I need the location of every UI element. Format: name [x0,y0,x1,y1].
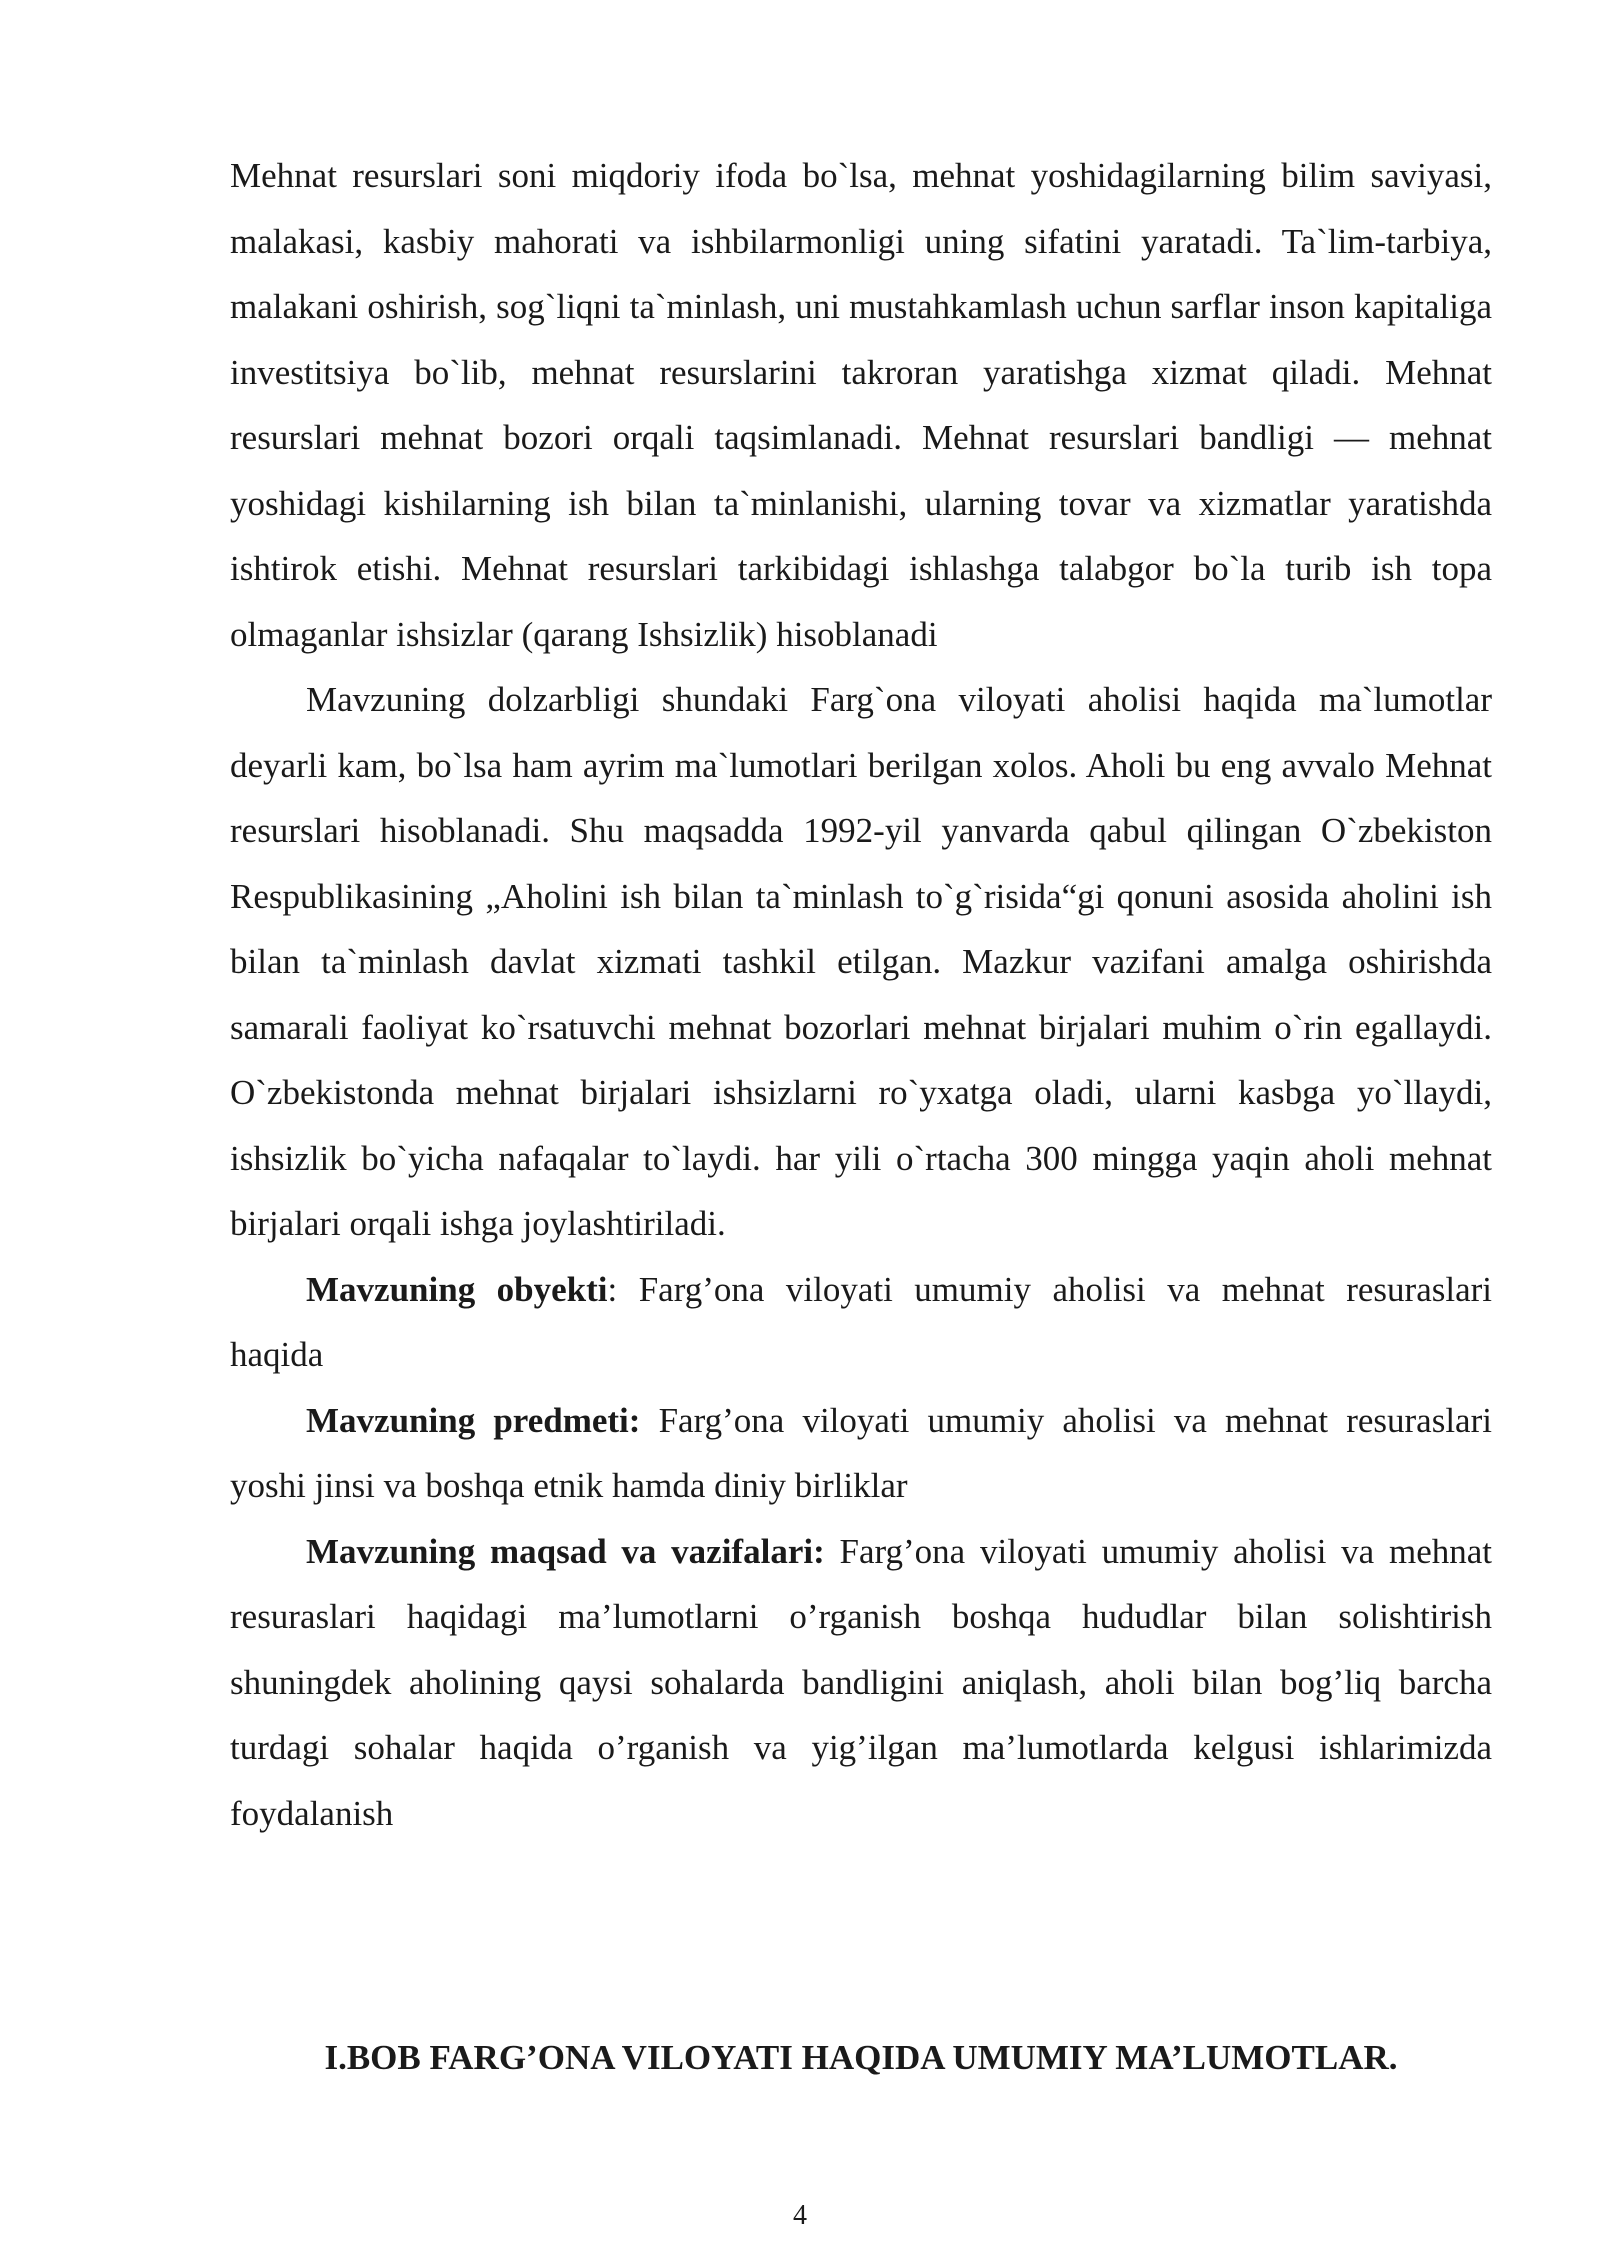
goals-label: Mavzuning maqsad va vazifalari: [306,1531,825,1571]
object-label: Mavzuning obyekti [306,1269,608,1309]
subject-text: Farg’ona viloyati umumiy aholisi va mehnat resuraslari yoshi jinsi va boshqa etnik hamda diniy birliklar [230,1400,1492,1505]
paragraph-labor-resources: Mehnat resurslari soni miqdoriy ifoda bo`lsa, mehnat yoshidagilarning bilim saviyasi, malakasi, kasbiy mahorati va ishbilarmonligi uning sifatini yaratadi. Ta`lim-tarbiya, malakani oshirish, sog`liqni ta`minlash, uni mustahkamlash uchun sarflar inson kapitaliga investitsiya bo`lib, mehnat resurslarini takroran yaratishga xizmat qiladi. Mehnat resurslari mehnat bozori orqali taqsimlanadi. Mehnat resurslari bandligi — mehnat yoshidagi kishilarning ish bilan ta`minlanishi, ularning tovar va xizmatlar yaratishda ishtirok etishi. Mehnat resurslari tarkibidagi ishlashga talabgor bo`la turib ish topa olmaganlar ishsizlar (qarang Ishsizlik) hisoblanadi [230,156,1492,654]
subject-label: Mavzuning predmeti: [306,1400,641,1440]
page-number: 4 [793,2200,807,2231]
document-body [230,143,1492,1846]
goals-text: Farg’ona viloyati umumiy aholisi va mehnat resuraslari haqidagi ma’lumotlarni o’rganish boshqa hududlar bilan solishtirish shuningdek aholining qaysi sohalarda bandligini aniqlash, aholi bilan bog’liq barcha turdagi sohalar haqida o’rganish va yig’ilgan ma’lumotlarda kelgusi ishlarimizda foydalanish [230,1531,1492,1833]
chapter-title: I.BOB FARG’ONA VILOYATI HAQIDA UMUMIY MA’LUMOTLAR. [324,2038,1398,2077]
paragraph-subject [230,1388,1492,1519]
paragraph-object [230,1257,1492,1388]
paragraph-goals [230,1519,1492,1847]
object-text: : Farg’ona viloyati umumiy aholisi va mehnat resuraslari haqida [230,1269,1492,1374]
paragraph-relevance: Mavzuning dolzarbligi shundaki Farg`ona viloyati aholisi haqida ma`lumotlar deyarli kam, bo`lsa ham ayrim ma`lumotlari berilgan xolos. Aholi bu eng avvalo Mehnat resurslari hisoblanadi. Shu maqsadda 1992-yil yanvarda qabul qilingan O`zbekiston Respublikasining „Aholini ish bilan ta`minlash to`g`risida“gi qonuni asosida aholini ish bilan ta`minlash davlat xizmati tashkil etilgan. Mazkur vazifani amalga oshirishda samarali faoliyat ko`rsatuvchi mehnat bozorlari mehnat birjalari muhim o`rin egallaydi. O`zbekistonda mehnat birjalari ishsizlarni ro`yxatga oladi, ularni kasbga yo`llaydi, ishsizlik bo`yicha nafaqalar to`laydi. har yili o`rtacha 300 mingga yaqin aholi mehnat birjalari orqali ishga joylashtiriladi. [230,680,1492,1243]
